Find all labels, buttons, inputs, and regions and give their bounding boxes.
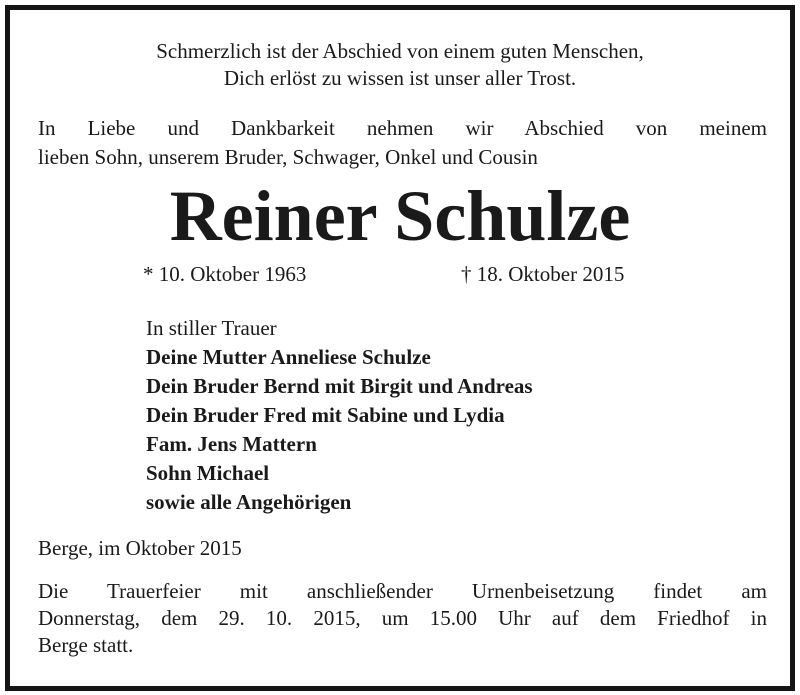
intro-line-1: In Liebe und Dankbarkeit nehmen wir Abschied von meinem: [38, 116, 767, 140]
funeral-notice: [38, 578, 767, 659]
verse-line-1: Schmerzlich ist der Abschied von einem guten Menschen,: [156, 39, 644, 63]
birth-date: * 10. Oktober 1963: [143, 262, 307, 286]
place-date: Berge, im Oktober 2015: [38, 536, 242, 560]
mourners-lead: In stiller Trauer: [146, 316, 277, 340]
mourner-entry: sowie alle Angehörigen: [146, 490, 352, 514]
mourner-entry: Deine Mutter Anneliese Schulze: [146, 345, 431, 369]
mourner-entry: Dein Bruder Bernd mit Birgit und Andreas: [146, 374, 533, 398]
funeral-line-2: Donnerstag, dem 29. 10. 2015, um 15.00 Uhr auf dem Friedhof in: [38, 606, 767, 630]
mourner-entry: Dein Bruder Fred mit Sabine und Lydia: [146, 403, 505, 427]
verse-line-2: Dich erlöst zu wissen ist unser aller Trost.: [223, 66, 577, 90]
intro-text: [38, 114, 767, 172]
funeral-line-3: Berge statt.: [38, 633, 134, 657]
obituary-frame: [5, 5, 795, 691]
intro-line-2: lieben Sohn, unserem Bruder, Schwager, Onkel und Cousin: [38, 145, 538, 169]
deceased-name: Reiner Schulze: [169, 176, 631, 256]
mourner-entry: Sohn Michael: [146, 461, 270, 485]
mourners-list: [146, 314, 533, 517]
funeral-line-1: Die Trauerfeier mit anschließender Urnenbeisetzung findet am: [38, 579, 767, 603]
death-date: † 18. Oktober 2015: [461, 262, 625, 286]
mourner-entry: Fam. Jens Mattern: [146, 432, 317, 456]
